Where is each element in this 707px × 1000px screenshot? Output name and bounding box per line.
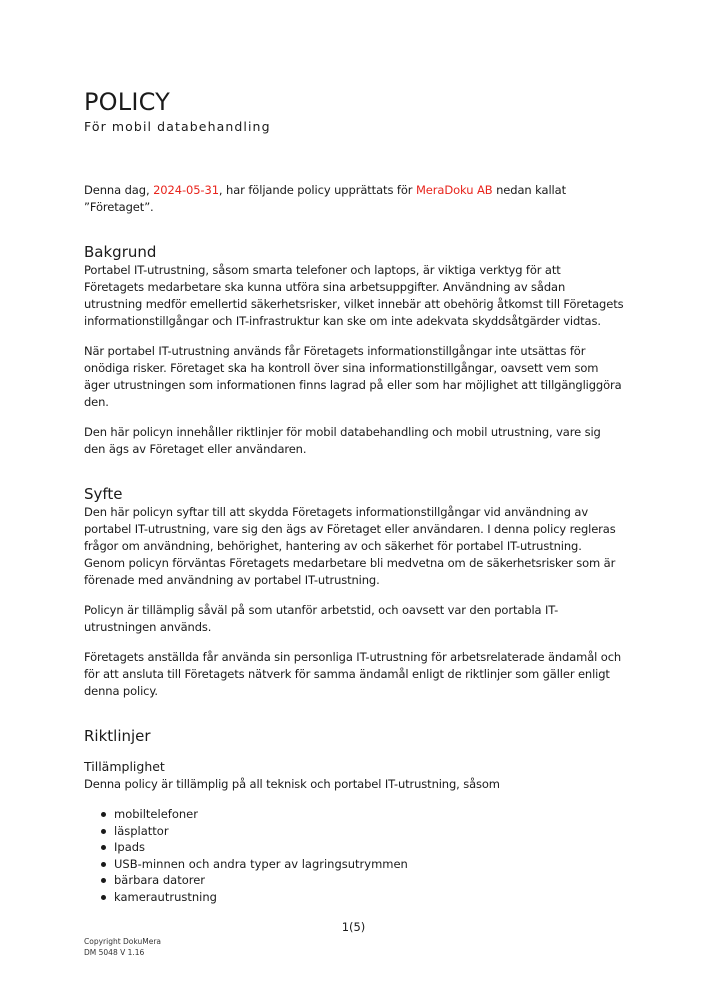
paragraph: Denna policy är tillämplig på all teknisk och portabel IT-utrustning, såsom <box>84 777 500 791</box>
bullet-icon <box>101 878 106 883</box>
list-item-text: USB-minnen och andra typer av lagringsutrymmen <box>114 856 408 871</box>
bullet-icon <box>101 895 106 900</box>
footer-copyright: Copyright DokuMera <box>84 937 162 946</box>
list-item-text: läsplattor <box>114 823 169 838</box>
list-item-text: Ipads <box>114 840 146 854</box>
footer <box>84 936 161 958</box>
section-heading: Riktlinjer <box>84 727 151 745</box>
list-item <box>84 839 624 856</box>
paragraph: När portabel IT-utrustning används får Företagets informationstillgångar inte utsättas för onödiga risker. Företaget ska ha kontroll över sina informationstillgångar, oavsett vem som äger utrustningen som informationen finns lagrad på eller som har möjlighet att tillgängliggöra den. <box>84 344 622 409</box>
list-item <box>84 806 624 823</box>
document-subtitle: För mobil databehandling <box>84 119 271 134</box>
intro-middle: , har följande policy upprättats för <box>218 183 416 197</box>
list-item <box>84 823 624 840</box>
page-number: 1(5) <box>341 920 366 934</box>
paragraph: Policyn är tillämplig såväl på som utanför arbetstid, och oavsett var den portabla IT-utrustningen används. <box>84 603 559 634</box>
subsection-heading: Tillämplighet <box>84 759 165 774</box>
bullet-icon <box>101 829 106 834</box>
bullet-icon <box>101 812 106 817</box>
section-heading: Syfte <box>84 485 123 503</box>
list-item <box>84 872 624 889</box>
section-heading: Bakgrund <box>84 243 157 261</box>
section-riktlinjer <box>84 726 624 905</box>
footer-document-code: DM 5048 V 1.16 <box>84 948 145 957</box>
intro-paragraph <box>84 182 624 216</box>
section-bakgrund <box>84 242 624 458</box>
paragraph: Portabel IT-utrustning, såsom smarta telefoner och laptops, är viktiga verktyg för att Företagets medarbetare ska kunna utföra sina arbetsuppgifter. Användning av sådan utrustning medför emellertid säkerhetsrisker, vilket innebär att obehörig åtkomst till Företagets informationstillgångar och IT-infrastruktur kan ske om inte adekvata skyddsåtgärder vidtas. <box>84 263 624 328</box>
paragraph: Företagets anställda får använda sin personliga IT-utrustning för arbetsrelaterade ändamål och för att ansluta till Företagets nätverk för samma ändamål enligt de riktlinjer som gäller enligt denna policy. <box>84 650 622 698</box>
section-syfte <box>84 484 624 700</box>
document-content <box>84 86 624 905</box>
list-item-text: bärbara datorer <box>114 873 206 887</box>
equipment-list <box>84 806 624 905</box>
document-title: POLICY <box>84 88 171 116</box>
list-item-text: kamerautrustning <box>114 889 217 904</box>
bullet-icon <box>101 862 106 867</box>
list-item-text: mobiltelefoner <box>114 807 198 821</box>
bullet-icon <box>101 845 106 850</box>
list-item <box>84 856 624 873</box>
intro-suffix: nedan kallat ”Företaget”. <box>84 183 567 214</box>
paragraph: Den här policyn innehåller riktlinjer för mobil databehandling och mobil utrustning, vare sig den ägs av Företaget eller användaren. <box>84 425 601 456</box>
intro-prefix: Denna dag, <box>84 183 154 197</box>
intro-company: MeraDoku AB <box>415 183 493 197</box>
list-item <box>84 889 624 906</box>
paragraph: Den här policyn syftar till att skydda Företagets informationstillgångar vid användning av portabel IT-utrustning, vare sig den ägs av Företaget eller användaren. I denna policy regleras frågor om användning, behörighet, hantering av och säkerhet för portabel IT-utrustning. Genom policyn förväntas Företagets medarbetare bli medvetna om de säkerhetsrisker som är förenade med användning av portabel IT-utrustning. <box>84 505 616 587</box>
intro-date: 2024-05-31 <box>153 183 219 197</box>
